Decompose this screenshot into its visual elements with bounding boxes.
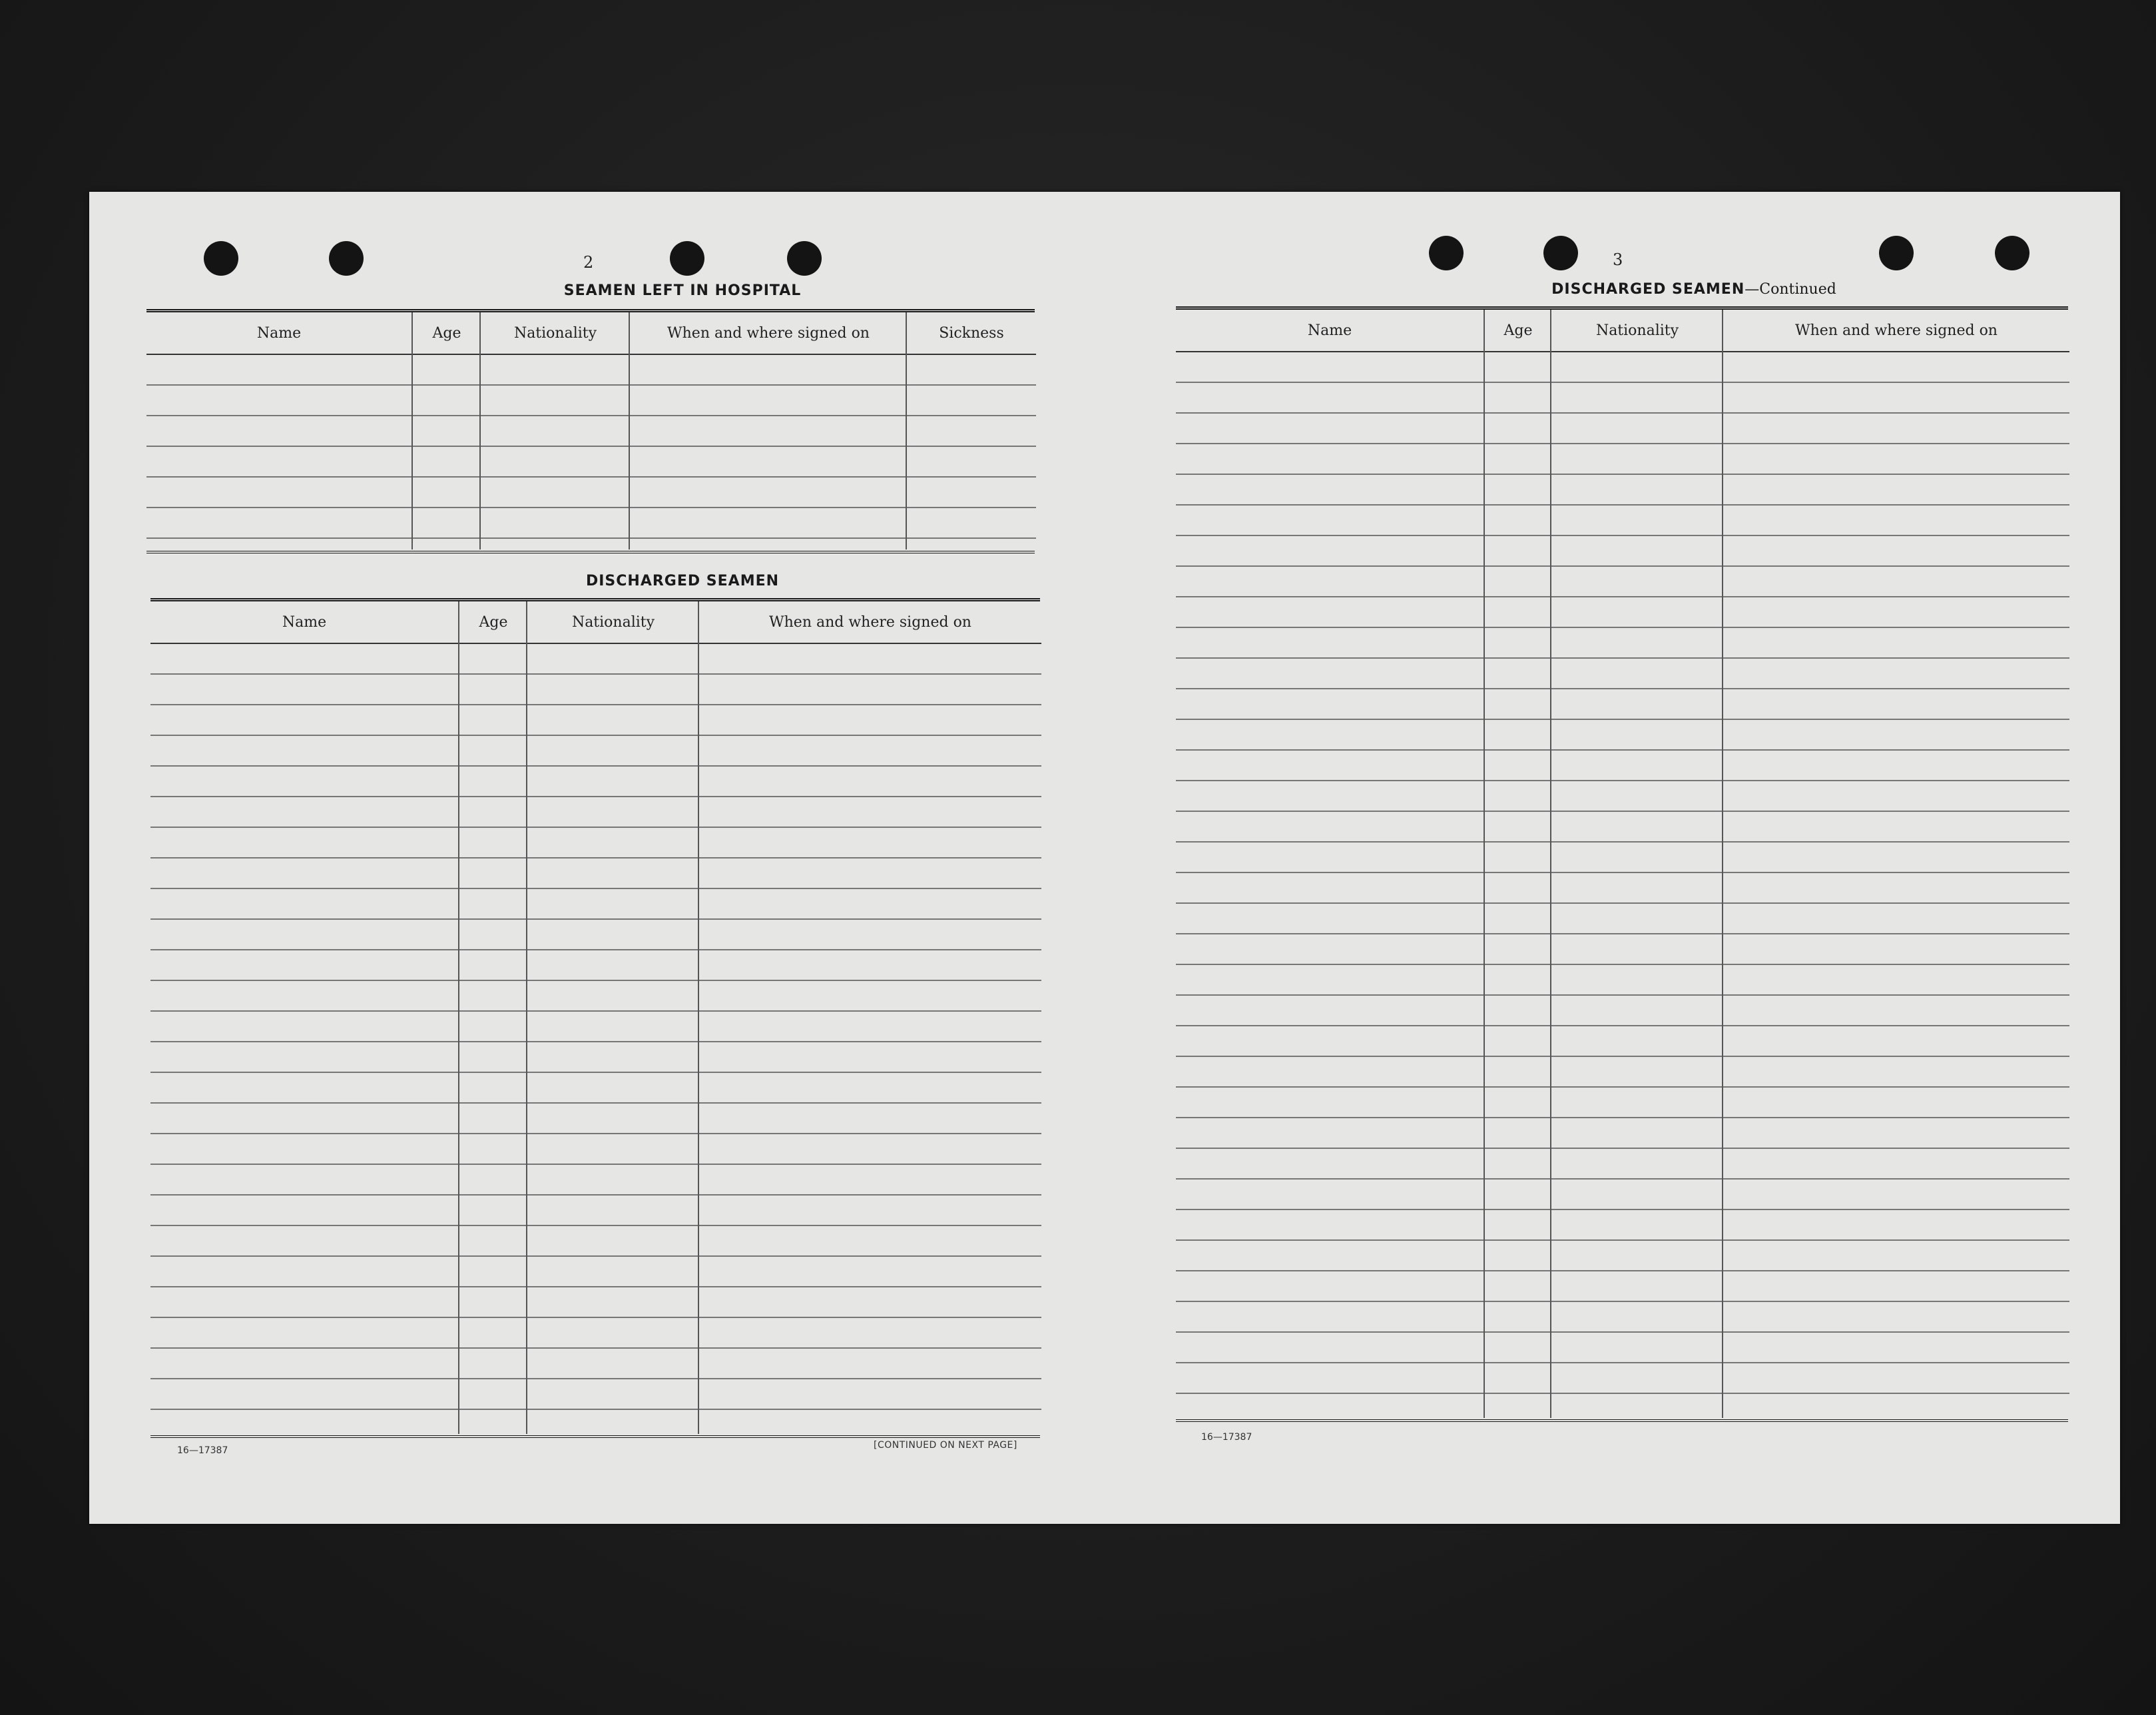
continued-note: [CONTINUED ON NEXT PAGE] — [874, 1440, 1017, 1451]
column-header: Name — [146, 312, 411, 355]
continued-suffix: —Continued — [1745, 281, 1836, 298]
discharged-col-nationality — [1550, 310, 1723, 1418]
discharged-col-name — [1176, 310, 1483, 1418]
column-header: Age — [1485, 310, 1551, 352]
discharged-continued-title — [1434, 281, 1954, 298]
discharged-col-name — [150, 601, 458, 1434]
column-header: Age — [413, 312, 481, 355]
column-header: When and where signed on — [1723, 310, 2069, 352]
blank-rows — [459, 644, 527, 1434]
punch-hole — [329, 241, 364, 276]
blank-rows — [146, 355, 411, 549]
discharged-col-age — [1483, 310, 1551, 1418]
column-header: Age — [459, 601, 527, 644]
discharged-col-signed-on — [1722, 310, 2069, 1418]
discharged-col-signed-on — [698, 601, 1041, 1434]
ledger-paper — [89, 192, 2120, 1524]
punch-hole — [204, 241, 238, 276]
column-header: When and where signed on — [699, 601, 1041, 644]
column-header: Nationality — [481, 312, 630, 355]
punch-hole — [670, 241, 704, 276]
blank-rows — [527, 644, 699, 1434]
left-form-code: 16—17387 — [177, 1445, 228, 1456]
discharged-col-age — [458, 601, 527, 1434]
discharged-continued-title-text: DISCHARGED SEAMEN — [1551, 281, 1745, 298]
column-header: Sickness — [907, 312, 1036, 355]
table-bottom-rule — [1176, 1419, 2068, 1422]
punch-hole — [1995, 236, 2029, 270]
punch-hole — [1429, 236, 1464, 270]
hospital-col-name — [146, 312, 411, 549]
blank-rows — [907, 355, 1036, 549]
hospital-col-sickness — [906, 312, 1036, 549]
blank-rows — [150, 644, 458, 1434]
column-header: Nationality — [527, 601, 699, 644]
hospital-col-signed-on — [629, 312, 907, 549]
hospital-col-nationality — [479, 312, 630, 549]
right-page-number: 3 — [1613, 250, 1623, 269]
column-header: When and where signed on — [630, 312, 907, 355]
blank-rows — [699, 644, 1041, 1434]
blank-rows — [1176, 352, 1483, 1418]
column-header: Name — [1176, 310, 1483, 352]
blank-rows — [1723, 352, 2069, 1418]
discharged-table-left — [150, 598, 1040, 1434]
discharged-section-title: DISCHARGED SEAMEN — [585, 573, 780, 589]
discharged-col-nationality — [526, 601, 699, 1434]
table-bottom-rule — [150, 1435, 1040, 1438]
blank-rows — [481, 355, 630, 549]
hospital-col-age — [411, 312, 481, 549]
table-bottom-rule — [146, 551, 1035, 553]
blank-rows — [413, 355, 481, 549]
punch-hole — [1879, 236, 1914, 270]
punch-hole — [1543, 236, 1578, 270]
blank-rows — [1551, 352, 1723, 1418]
column-header: Nationality — [1551, 310, 1723, 352]
blank-rows — [1485, 352, 1551, 1418]
left-page-number: 2 — [583, 253, 594, 272]
discharged-table-right — [1176, 306, 2068, 1418]
blank-rows — [630, 355, 907, 549]
hospital-table — [146, 309, 1035, 549]
hospital-section-title: SEAMEN LEFT IN HOSPITAL — [563, 282, 802, 299]
punch-hole — [787, 241, 822, 276]
right-form-code: 16—17387 — [1201, 1432, 1252, 1443]
column-header: Name — [150, 601, 458, 644]
